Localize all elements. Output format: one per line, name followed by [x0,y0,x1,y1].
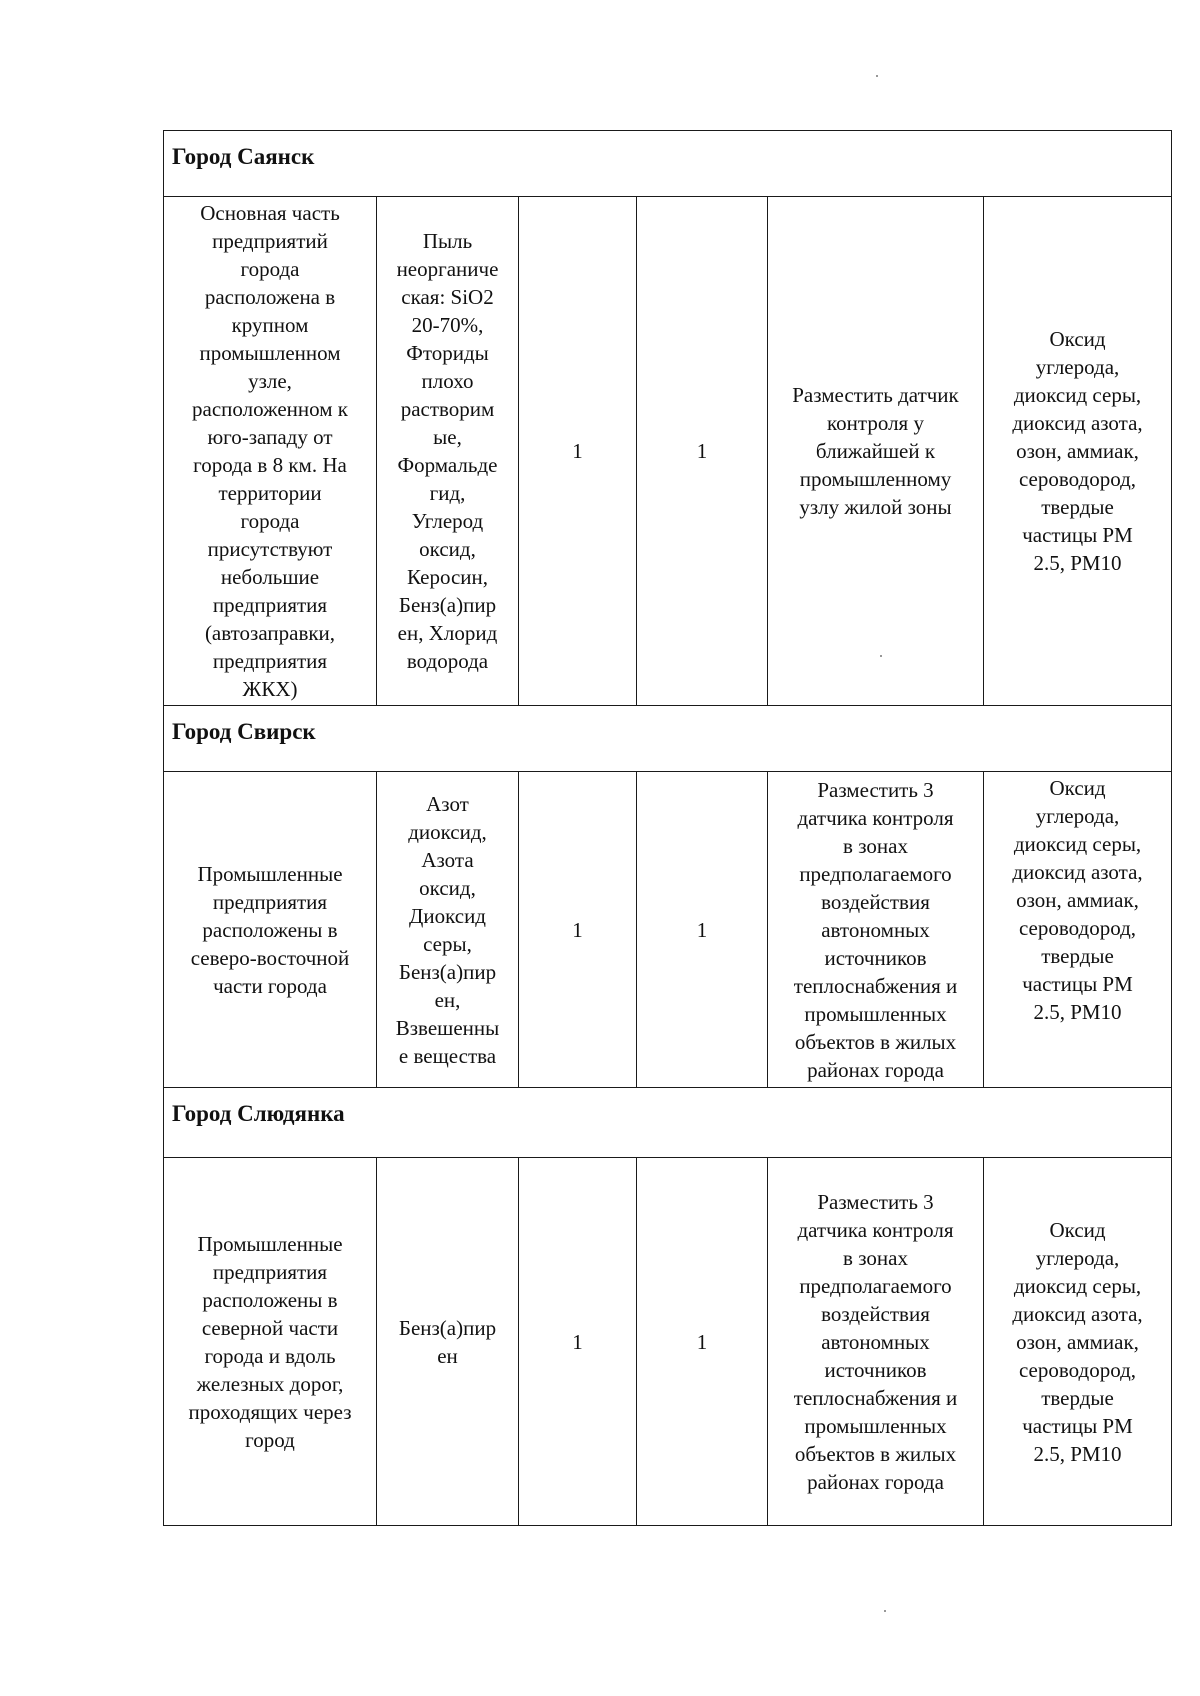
value-b-cell: 1 [637,1158,768,1526]
recommendation-cell: Разместить датчик контроля у ближайшей к промышленному узлу жилой зоны [768,197,984,706]
recommendation-cell: Разместить 3 датчика контроля в зонах предполагаемого воздействия автономных источников теплоснабжения и промышленных объектов в жилых районах города [768,1158,984,1526]
city-header-row [164,131,1172,197]
enterprise-location-cell: Основная часть предприятий города расположена в крупном промышленном узле, расположенном к юго-западу от города в 8 км. На территории города присутствуют небольшие предприятия (автозаправки, предприятия ЖКХ) [164,197,377,706]
scan-speck [884,1610,886,1612]
pollutants-cell: Бенз(а)пир ен [377,1158,519,1526]
value-b-cell: 1 [637,772,768,1088]
value-a-cell: 1 [519,197,637,706]
value-a-cell: 1 [519,1158,637,1526]
monitored-substances-cell: Оксид углерода, диоксид серы, диоксид азота, озон, аммиак, сероводород, твердые частицы РМ 2.5, РМ10 [984,197,1172,706]
city-header-row [164,1088,1172,1158]
pollutants-cell: Пыль неорганиче ская: SiO2 20-70%, Фториды плохо растворим ые, Формальде гид, Углерод оксид, Керосин, Бенз(а)пир ен, Хлорид водорода [377,197,519,706]
monitored-substances-cell: Оксид углерода, диоксид серы, диоксид азота, озон, аммиак, сероводород, твердые частицы РМ 2.5, РМ10 [984,1158,1172,1526]
pollutants-cell: Азот диоксид, Азота оксид, Диоксид серы, Бенз(а)пир ен, Взвешенны е вещества [377,772,519,1088]
city-name: Город Слюдянка [164,1088,1172,1158]
city-data-row [164,197,1172,706]
recommendation-cell: Разместить 3 датчика контроля в зонах предполагаемого воздействия автономных источников теплоснабжения и промышленных объектов в жилых районах города [768,772,984,1088]
value-a-cell: 1 [519,772,637,1088]
scan-speck [876,75,878,77]
enterprise-location-cell: Промышленные предприятия расположены в северной части города и вдоль железных дорог, проходящих через город [164,1158,377,1526]
city-data-row [164,1158,1172,1526]
enterprise-location-cell: Промышленные предприятия расположены в северо-восточной части города [164,772,377,1088]
monitored-substances-cell: Оксид углерода, диоксид серы, диоксид азота, озон, аммиак, сероводород, твердые частицы РМ 2.5, РМ10 [984,772,1172,1088]
city-name: Город Свирск [164,706,1172,772]
city-data-row [164,772,1172,1088]
city-header-row [164,706,1172,772]
city-monitoring-table [163,130,1172,1526]
value-b-cell: 1 [637,197,768,706]
city-name: Город Саянск [164,131,1172,197]
